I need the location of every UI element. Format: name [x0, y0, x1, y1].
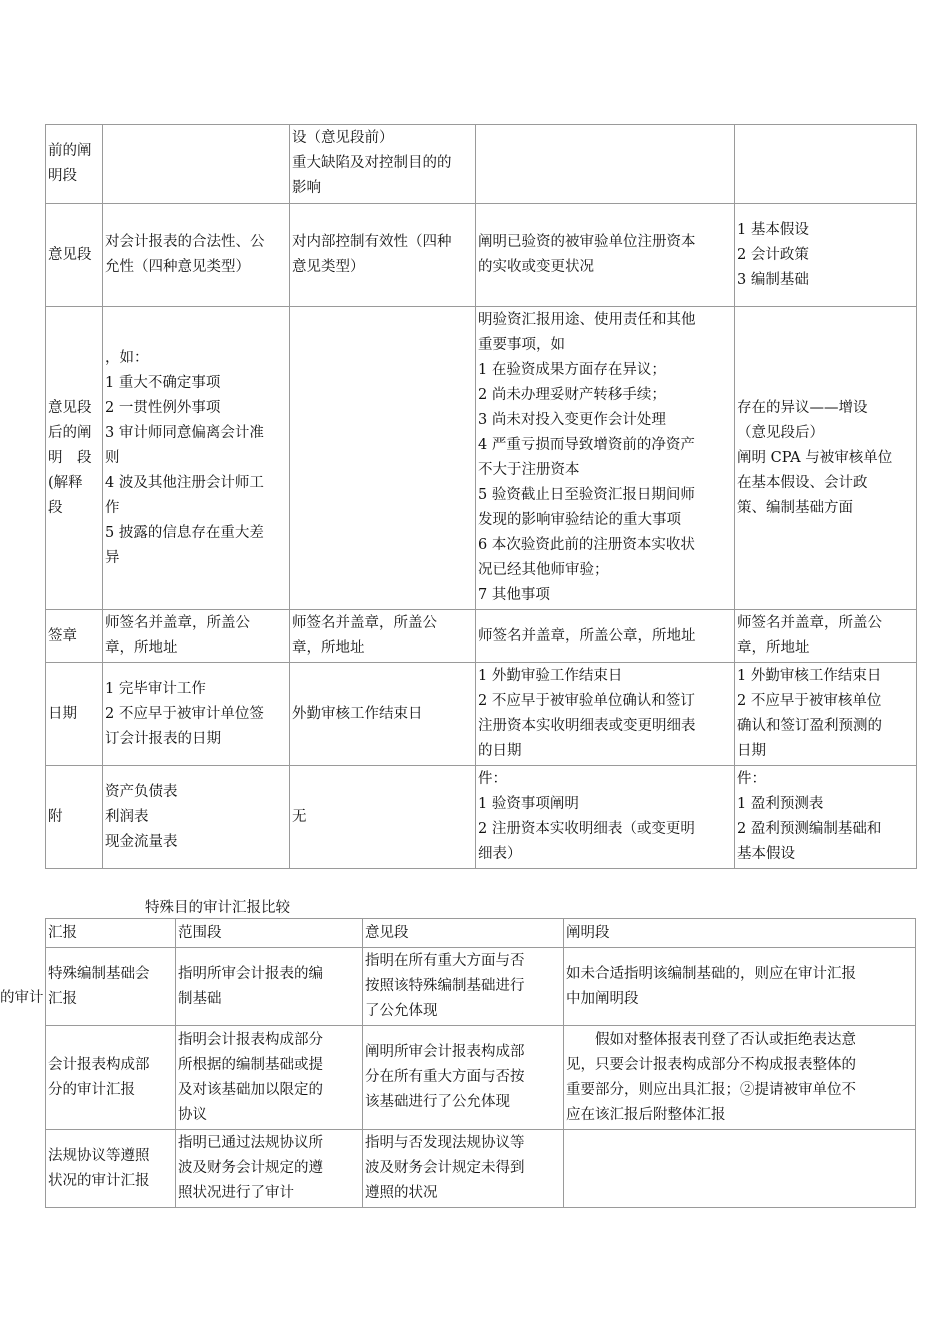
cell-line: ，如：	[105, 349, 149, 366]
cell-line: 阐明所审会计报表构成部	[365, 1044, 525, 1060]
table-cell	[735, 610, 917, 663]
row-label	[46, 307, 103, 610]
cell-line: 段	[48, 499, 63, 516]
cell-line: 指明所审会计报表的编	[178, 965, 323, 982]
cell-line: 3 尚未对投入变更作会计处理	[478, 412, 666, 428]
cell-line: 现金流量表	[105, 833, 178, 850]
cell-line: 设（意见段前）	[292, 130, 394, 146]
table-cell	[564, 1026, 916, 1130]
table-cell	[564, 948, 916, 1026]
row-label	[46, 125, 103, 204]
table-cell	[735, 307, 917, 610]
cell-line: 前的阐	[48, 143, 92, 159]
table-cell	[363, 1026, 564, 1130]
row-label	[46, 204, 103, 307]
cell-line: 按照该特殊编制基础进行	[365, 978, 525, 994]
cell-line: 4 严重亏损而导致增资前的净资产	[478, 437, 695, 453]
cell-line: 无	[292, 808, 307, 825]
table-cell	[103, 307, 290, 610]
table-cell	[290, 204, 476, 307]
table-cell	[476, 307, 735, 610]
cell-line: 1 验资事项阐明	[478, 796, 579, 812]
cell-line: 法规协议等遵照	[48, 1147, 150, 1164]
column-header: 汇报	[46, 919, 176, 948]
cell-line: 1 基本假设	[737, 221, 809, 238]
table-cell	[363, 948, 564, 1026]
cell-line: 重大缺陷及对控制目的的	[292, 155, 452, 171]
table-cell	[103, 663, 290, 766]
cell-line: 3 编制基础	[737, 271, 809, 288]
cell-line: 明 段	[48, 449, 92, 466]
cell-line: 应在该汇报后附整体汇报	[566, 1106, 726, 1123]
cell-line: 会计报表构成部	[48, 1056, 150, 1073]
cell-line: 注册资本实收明细表或变更明细表	[478, 718, 696, 734]
cell-line: 附	[48, 808, 63, 825]
row-label	[46, 610, 103, 663]
cell-line: （意见段后）	[737, 424, 824, 441]
cell-line: 指明在所有重大方面与否	[365, 953, 525, 969]
row-label	[46, 1130, 176, 1208]
cell-line: 章，所地址	[105, 640, 178, 656]
cell-line: 细表）	[478, 846, 522, 862]
cell-line: 1 重大不确定事项	[105, 374, 221, 391]
table-cell	[735, 766, 917, 869]
cell-line: 见，只要会计报表构成部分不构成报表整体的	[566, 1056, 856, 1073]
cell-line: (解释	[48, 474, 83, 491]
cell-line: 6 本次验资此前的注册资本实收状	[478, 537, 695, 553]
cell-line: 1 盈利预测表	[737, 796, 824, 812]
table-cell	[290, 766, 476, 869]
cell-line: 2 不应早于被审验单位确认和签订	[478, 693, 695, 709]
cell-line: 影响	[292, 180, 321, 196]
table-row-special-basis	[46, 948, 916, 1026]
cell-line: 1 外勤审验工作结束日	[478, 668, 623, 684]
table-row-attachment	[46, 766, 917, 869]
row-label	[46, 663, 103, 766]
cell-line: 遵照的状况	[365, 1185, 438, 1201]
table-cell	[290, 610, 476, 663]
column-header: 范围段	[176, 919, 363, 948]
cell-line: 允性（四种意见类型）	[105, 259, 250, 275]
cell-line: 不大于注册资本	[478, 462, 580, 478]
cell-line: 师签名并盖章，所盖公	[105, 615, 250, 631]
table-caption: 特殊目的审计汇报比较	[145, 900, 290, 916]
cell-line: 师签名并盖章，所盖公	[292, 615, 437, 631]
cell-line: 制基础	[178, 990, 222, 1007]
cell-line: 况已经其他师审验；	[478, 562, 609, 578]
cell-line: 2 尚未办理妥财产转移手续；	[478, 387, 666, 403]
cell-line: 资产负债表	[105, 783, 178, 800]
table-cell	[476, 663, 735, 766]
cell-line: 1 在验资成果方面存在异议；	[478, 362, 666, 378]
cell-line: 了公允体现	[365, 1003, 438, 1019]
column-header: 意见段	[363, 919, 564, 948]
cell-line: 3 审计师同意偏离会计准	[105, 424, 264, 441]
table-row-compliance	[46, 1130, 916, 1208]
cell-line: 分在所有重大方面与否按	[365, 1069, 525, 1085]
cell-line: 意见类型）	[292, 259, 365, 275]
table-row-intro	[46, 125, 917, 204]
cell-line: 的实收或变更状况	[478, 259, 594, 275]
cell-line: 汇报	[48, 990, 77, 1007]
table-cell	[735, 204, 917, 307]
cell-line: 该基础进行了公允体现	[365, 1094, 510, 1110]
cell-line: 2 盈利预测编制基础和	[737, 821, 882, 837]
cell-line: 存在的异议——增设	[737, 399, 868, 416]
cell-line: 重要事项，如	[478, 337, 565, 353]
table-cell	[476, 204, 735, 307]
overhang-text: 的审计	[0, 990, 44, 1006]
cell-line: 签章	[48, 627, 77, 644]
cell-line: 重要部分，则应出具汇报；②提请被审单位不	[566, 1081, 856, 1098]
cell-line: 明段	[48, 168, 77, 184]
cell-line: 外勤审核工作结束日	[292, 705, 423, 722]
cell-line: 波及财务会计规定未得到	[365, 1160, 525, 1176]
cell-line: 利润表	[105, 808, 149, 825]
table-cell	[564, 1130, 916, 1208]
table-cell	[476, 766, 735, 869]
cell-line: 在基本假设、会计政	[737, 474, 868, 491]
cell-line: 阐明 CPA 与被审核单位	[737, 449, 893, 466]
cell-line: 5 验资截止日至验资汇报日期间师	[478, 487, 695, 503]
table-header-row	[46, 919, 916, 948]
table-row-component	[46, 1026, 916, 1130]
cell-line: 指明与否发现法规协议等	[365, 1135, 525, 1151]
cell-line: 意见段	[48, 399, 92, 416]
row-label	[46, 766, 103, 869]
table-cell	[290, 663, 476, 766]
cell-line: 明验资汇报用途、使用责任和其他	[478, 312, 696, 328]
cell-line: 分的审计汇报	[48, 1081, 135, 1098]
table-cell	[176, 948, 363, 1026]
cell-line: 对内部控制有效性（四种	[292, 234, 452, 250]
cell-line: 则	[105, 449, 120, 466]
cell-line: 策、编制基础方面	[737, 499, 853, 516]
cell-line: 状况的审计汇报	[48, 1172, 150, 1189]
cell-line: 2 注册资本实收明细表（或变更明	[478, 821, 695, 837]
cell-line: 指明会计报表构成部分	[178, 1031, 323, 1048]
cell-line: 特殊编制基础会	[48, 965, 150, 982]
cell-line: 2 会计政策	[737, 246, 809, 263]
table-cell	[103, 610, 290, 663]
cell-line: 4 波及其他注册会计师工	[105, 474, 264, 491]
cell-line: 1 外勤审核工作结束日	[737, 668, 882, 684]
table-cell	[476, 125, 735, 204]
cell-line: 阐明已验资的被审验单位注册资本	[478, 234, 696, 250]
cell-line: 所根据的编制基础或提	[178, 1056, 323, 1073]
table-row-opinion	[46, 204, 917, 307]
cell-line: 件：	[478, 771, 507, 787]
cell-line: 确认和签订盈利预测的	[737, 718, 882, 734]
row-label	[46, 948, 176, 1026]
cell-line: 协议	[178, 1106, 207, 1123]
table-row-explanatory	[46, 307, 917, 610]
table-cell	[290, 307, 476, 610]
cell-line: 2 一贯性例外事项	[105, 399, 221, 416]
cell-line: 异	[105, 549, 120, 566]
cell-line: 章，所地址	[292, 640, 365, 656]
column-header: 阐明段	[564, 919, 916, 948]
cell-line: 照状况进行了审计	[178, 1185, 294, 1201]
cell-line: 日期	[737, 743, 766, 759]
cell-line: 章，所地址	[737, 640, 810, 656]
table-cell	[290, 125, 476, 204]
row-label	[46, 1026, 176, 1130]
cell-line: 2 不应早于被审计单位签	[105, 705, 264, 722]
cell-line: 作	[105, 499, 120, 516]
cell-line: 发现的影响审验结论的重大事项	[478, 512, 681, 528]
table-cell	[103, 766, 290, 869]
cell-line: 订会计报表的日期	[105, 730, 221, 747]
table-cell	[735, 125, 917, 204]
cell-line: 7 其他事项	[478, 587, 550, 603]
cell-line: 后的阐	[48, 424, 92, 441]
table-cell	[476, 610, 735, 663]
cell-line: 件：	[737, 771, 766, 787]
cell-line: 意见段	[48, 246, 92, 263]
cell-line: 的日期	[478, 743, 522, 759]
cell-line: 日期	[48, 705, 77, 722]
cell-line: 5 披露的信息存在重大差	[105, 524, 264, 541]
cell-line: 基本假设	[737, 846, 795, 862]
cell-line: 对会计报表的合法性、公	[105, 234, 265, 250]
cell-line: 波及财务会计规定的遵	[178, 1160, 323, 1176]
audit-report-comparison-table	[45, 124, 917, 869]
special-purpose-report-table	[45, 918, 916, 1208]
table-cell	[363, 1130, 564, 1208]
cell-line: 中加阐明段	[566, 990, 639, 1007]
cell-line: 2 不应早于被审核单位	[737, 693, 882, 709]
table-cell	[176, 1130, 363, 1208]
table-row-date	[46, 663, 917, 766]
cell-line: 指明已通过法规协议所	[178, 1135, 323, 1151]
table-row-signature	[46, 610, 917, 663]
table-cell	[735, 663, 917, 766]
cell-line: 如未合适指明该编制基础的，则应在审计汇报	[566, 965, 856, 982]
cell-line: 及对该基础加以限定的	[178, 1081, 323, 1098]
cell-line: 师签名并盖章，所盖公	[737, 615, 882, 631]
cell-line: 师签名并盖章，所盖公章，所地址	[478, 627, 696, 644]
table-cell	[176, 1026, 363, 1130]
table-cell	[103, 204, 290, 307]
table-cell	[103, 125, 290, 204]
cell-line: 1 完毕审计工作	[105, 680, 206, 697]
cell-line: 假如对整体报表刊登了否认或拒绝表达意	[595, 1031, 856, 1048]
